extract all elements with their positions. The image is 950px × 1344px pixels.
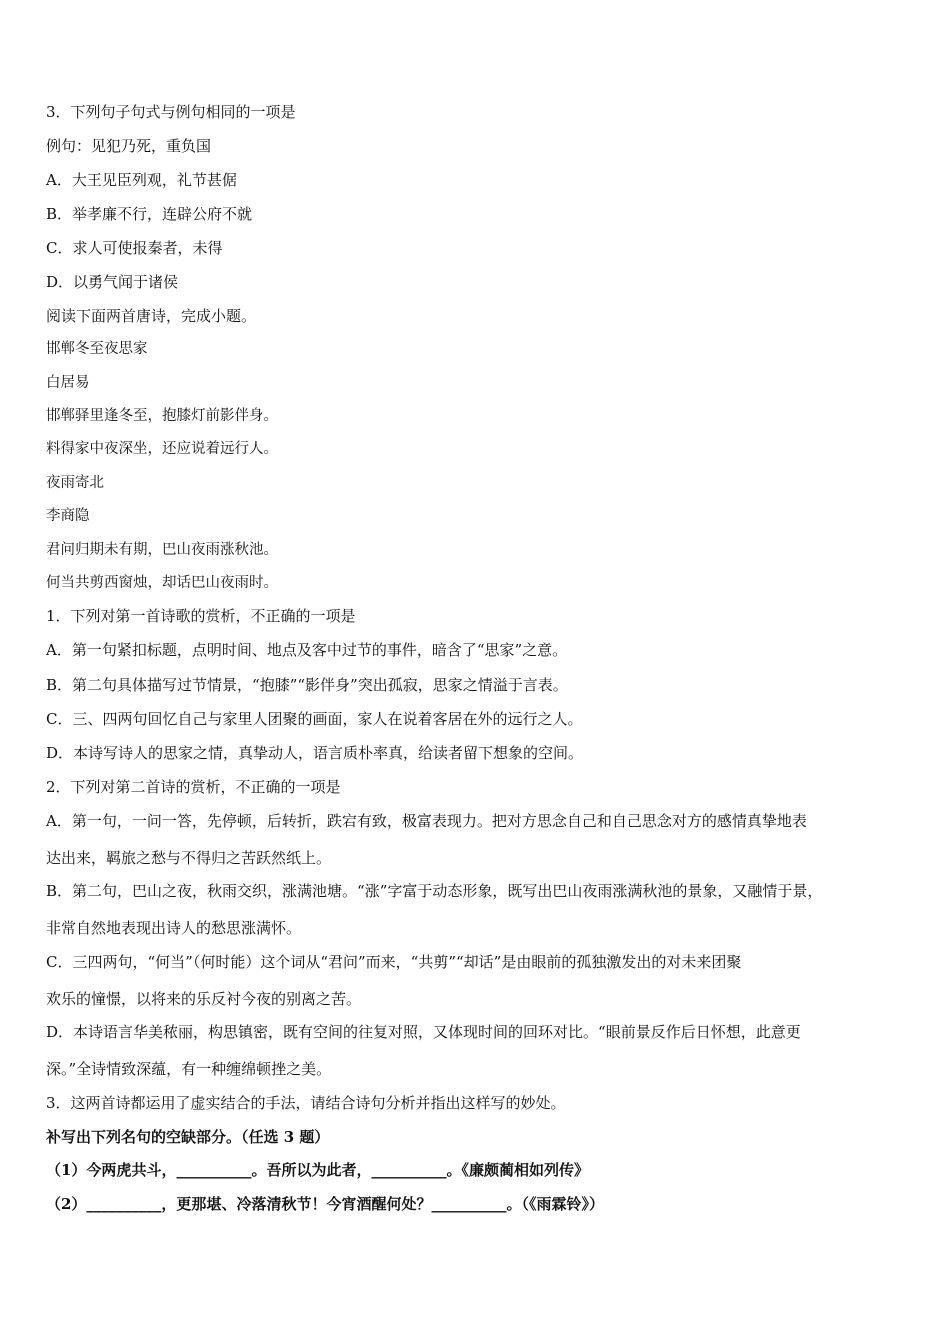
sub2-option-a-line2: 达出来，羁旅之愁与不得归之苦跃然纸上。 [46,849,332,867]
sub2-option-d-line1: D．本诗语言华美秾丽，构思镇密，既有空间的往复对照，又体现时间的回环对比。“眼前景反作后日怀想，此意更 [46,1023,801,1041]
sub1-option-c: C．三、四两句回忆自己与家里人团聚的画面，家人在说着客居在外的远行之人。 [46,710,583,728]
fill-item-1: （1）今两虎共斗，__________。吾所以为此者，__________。《廉颇蔺相如列传》 [46,1161,589,1179]
poem1-line: 料得家中夜深坐，还应说着远行人。 [46,441,278,457]
poem2-title: 夜雨寄北 [46,475,104,491]
sub1-option-d: D．本诗写诗人的思家之情，真挚动人，语言质朴率真，给读者留下想象的空间。 [46,744,584,762]
sub2-option-c-line2: 欢乐的憧憬，以将来的乐反衬今夜的别离之苦。 [46,990,362,1008]
sub2-option-a-line1: A．第一句，一问一答，先停顿，后转折，跌宕有致，极富表现力。把对方思念自己和自己思念对方的感情真挚地表 [46,812,807,830]
poem1-line: 邯郸驿里逢冬至，抱膝灯前影伴身。 [46,408,278,424]
q3-option-d: D．以勇气闻于诸侯 [46,273,179,291]
sub2-option-b-line1: B．第二句，巴山之夜，秋雨交织，涨满池塘。“涨”字富于动态形象，既写出巴山夜雨涨满秋池的景象，又融情于景， [46,882,823,900]
q3-example: 例句：见犯乃死，重负国 [46,137,212,155]
q3-option-b: B．举孝廉不行，连辟公府不就 [46,205,253,223]
poem2-line: 君问归期未有期，巴山夜雨涨秋池。 [46,542,278,558]
sub2-stem: 2．下列对第二首诗的赏析，不正确的一项是 [46,778,341,796]
sub2-option-c-line1: C．三四两句，“何当”（何时能）这个词从“君问”而来，“共剪”“却话”是由眼前的孤独激发出的对未来团聚 [46,953,742,971]
q3-option-a: A．大王见臣列观，礼节甚倨 [46,171,237,189]
q3-stem: 3．下列句子句式与例句相同的一项是 [46,103,296,121]
q3-option-c: C．求人可使报秦者，未得 [46,239,223,257]
poem2-author: 李商隐 [46,508,90,524]
sub1-option-b: B．第二句具体描写过节情景，“抱膝”“影伴身”突出孤寂，思家之情溢于言表。 [46,676,568,694]
sub1-stem: 1．下列对第一首诗歌的赏析，不正确的一项是 [46,607,356,625]
fill-title: 补写出下列名句的空缺部分。（任选 3 题） [46,1128,330,1146]
sub1-option-a: A．第一句紧扣标题，点明时间、地点及客中过节的事件，暗含了“思家”之意。 [46,641,568,659]
sub3-stem: 3．这两首诗都运用了虚实结合的手法，请结合诗句分析并指出这样写的妙处。 [46,1094,566,1112]
poem1-author: 白居易 [46,375,90,391]
poem1-title: 邯郸冬至夜思家 [46,341,148,357]
poem2-line: 何当共剪西窗烛，却话巴山夜雨时。 [46,575,278,591]
fill-item-2: （2）__________，更那堪、冷落清秋节！今宵酒醒何处？__________。（《雨霖铃》） [46,1195,604,1213]
sub2-option-d-line2: 深。”全诗情致深蕴，有一种缠绵顿挫之美。 [46,1060,332,1078]
reading-intro: 阅读下面两首唐诗，完成小题。 [46,307,257,325]
sub2-option-b-line2: 非常自然地表现出诗人的愁思涨满怀。 [46,919,302,937]
